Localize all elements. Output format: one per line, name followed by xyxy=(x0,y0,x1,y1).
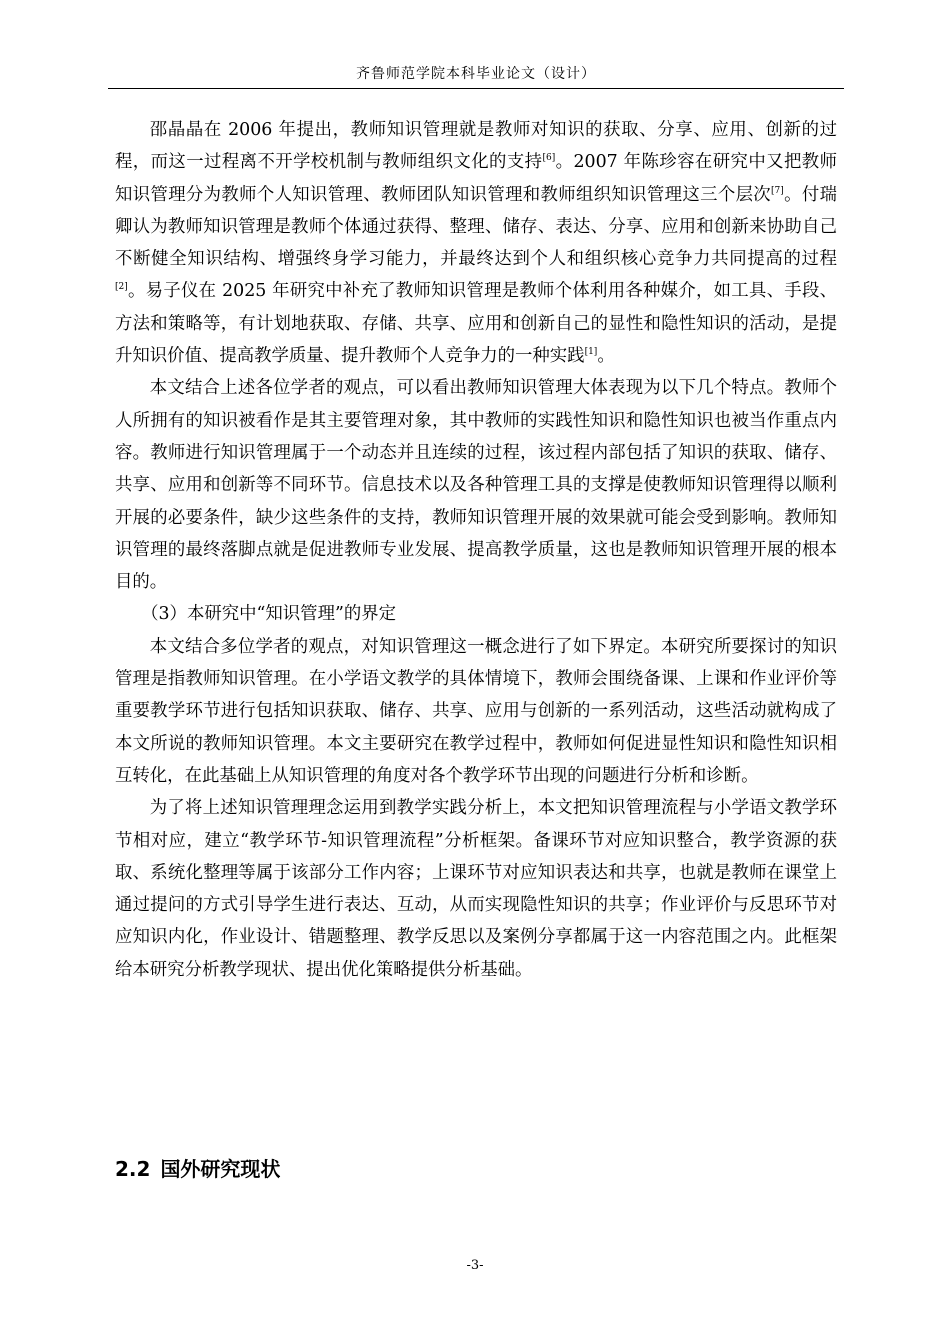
paragraph-text: 邵晶晶在 2006 年提出，教师知识管理就是教师对知识的获取、分享、应用、创新的过程，而这一过程离不开学校机制与教师组织文化的支持 xyxy=(115,120,837,173)
section-heading xyxy=(115,1154,280,1184)
subsection-heading: （3）本研究中“知识管理”的界定 xyxy=(141,604,397,625)
header-rule xyxy=(108,88,844,89)
paragraph-scope: 本文结合多位学者的观点，对知识管理这一概念进行了如下界定。本研究所要探讨的知识管理是指教师知识管理。在小学语文教学的具体情境下，教师会围绕备课、上课和作业评价等重要教学环节进行包括知识获取、储存、共享、应用与创新的一系列活动，这些活动就构成了本文所说的教师知识管理。本文主要研究在教学过程中，教师如何促进显性知识和隐性知识相互转化，在此基础上从知识管理的角度对各个教学环节出现的问题进行分析和诊断。 xyxy=(115,636,837,786)
paragraph-text: 。易子仪在 2025 年研究中补充了教师知识管理是教师个体利用各种媒介，如工具、手段、方法和策略等，有计划地获取、存储、共享、应用和创新自己的显性和隐性知识的活动，是提升知识价值、提高教学质量、提升教师个人竞争力的一种实践 xyxy=(115,281,837,367)
citation: [1] xyxy=(584,347,598,358)
paragraph-features: 本文结合上述各位学者的观点，可以看出教师知识管理大体表现为以下几个特点。教师个人所拥有的知识被看作是其主要管理对象，其中教师的实践性知识和隐性知识也被当作重点内容。教师进行知识管理属于一个动态并且连续的过程，该过程内部包括了知识的获取、储存、共享、应用和创新等不同环节。信息技术以及各种管理工具的支撑是使教师知识管理得以顺利开展的必要条件，缺少这些条件的支持，教师知识管理开展的效果就可能会受到影响。教师知识管理的最终落脚点就是促进教师专业发展、提高教学质量，这也是教师知识管理开展的根本目的。 xyxy=(115,378,837,593)
page-number: -3- xyxy=(466,1258,484,1273)
section-number: 2.2 xyxy=(115,1157,151,1181)
paragraph-text: 。 xyxy=(597,346,615,367)
running-header: 齐鲁师范学院本科毕业论文（设计） xyxy=(356,66,596,82)
paragraph-text: 。2007 年陈珍容在研究中又把教师知识管理分为教师个人知识管理、教师团队知识管理和教师组织知识管理这三个层次 xyxy=(115,152,837,205)
citation: [6] xyxy=(542,153,556,164)
citation: [2] xyxy=(115,282,128,293)
body-text xyxy=(115,114,837,986)
citation: [7] xyxy=(771,185,784,196)
paragraph-framework: 为了将上述知识管理理念运用到教学实践分析上，本文把知识管理流程与小学语文教学环节相对应，建立“教学环节-知识管理流程”分析框架。备课环节对应知识整合，教学资源的获取、系统化整理等属于该部分工作内容；上课环节对应知识表达和共享，也就是教师在课堂上通过提问的方式引导学生进行表达、互动，从而实现隐性知识的共享；作业评价与反思环节对应知识内化，作业设计、错题整理、教学反思以及案例分享都属于这一内容范围之内。此框架给本研究分析教学现状、提出优化策略提供分析基础。 xyxy=(115,798,837,980)
paragraph-text: 。付瑞卿认为教师知识管理是教师个体通过获得、整理、储存、表达、分享、应用和创新来协助自己不断健全知识结构、增强终身学习能力，并最终达到个人和组织核心竞争力共同提高的过程 xyxy=(115,184,837,270)
section-title: 国外研究现状 xyxy=(160,1157,281,1181)
paragraph-definitions xyxy=(115,114,837,372)
